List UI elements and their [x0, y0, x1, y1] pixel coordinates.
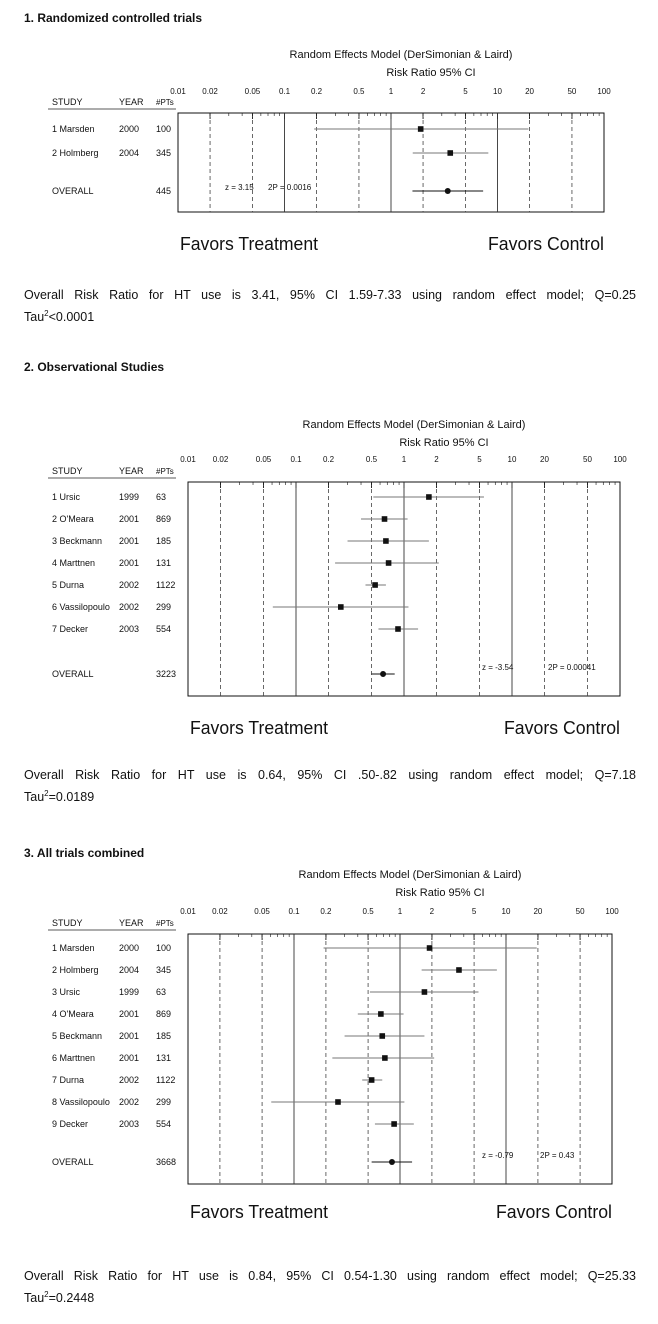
tick-label: 2 — [429, 907, 435, 916]
study-label: 1 Ursic — [52, 492, 81, 502]
study-label: 3 Beckmann — [52, 536, 103, 546]
study-label: 1 Marsden — [52, 124, 95, 134]
summary-3-line1: Overall Risk Ratio for HT use is 0.84, 95% CI 0.54-1.30 using random effect model; Q=25.33 — [24, 1269, 636, 1283]
chart-subtitle: Risk Ratio 95% CI — [395, 887, 485, 899]
favors-control-label: Favors Control — [496, 1202, 612, 1222]
overall-n: 445 — [156, 186, 172, 196]
study-n: 63 — [156, 987, 167, 997]
study-label: 3 Ursic — [52, 987, 81, 997]
tick-label: 1 — [401, 455, 407, 464]
tick-label: 1 — [397, 907, 403, 916]
tick-label: 0.05 — [244, 87, 261, 96]
study-n: 299 — [156, 1097, 172, 1107]
study-n: 131 — [156, 558, 172, 568]
tick-label: 0.5 — [365, 455, 378, 464]
study-year: 1999 — [119, 492, 140, 502]
tick-label: 0.2 — [322, 455, 335, 464]
study-n: 1122 — [156, 580, 176, 590]
overall-point — [445, 188, 451, 194]
tick-label: 0.02 — [212, 455, 229, 464]
tau-sup: 2 — [44, 1290, 49, 1299]
forest-plot-2 — [0, 410, 658, 750]
stat-z: z = -0.79 — [482, 1151, 514, 1160]
study-year: 2000 — [119, 943, 140, 953]
column-header-study: STUDY — [52, 918, 83, 928]
study-year: 1999 — [119, 987, 140, 997]
tau-label: Tau — [24, 1291, 45, 1305]
tau-sup: 2 — [44, 309, 49, 318]
summary-3 — [24, 1265, 636, 1309]
forest-plot-3 — [0, 862, 658, 1242]
tick-label: 0.02 — [212, 907, 228, 916]
study-label: 4 O'Meara — [52, 1009, 94, 1019]
study-point — [418, 126, 424, 132]
study-label: 2 Holmberg — [52, 965, 99, 975]
tick-label: 20 — [525, 87, 535, 96]
study-label: 4 Marttnen — [52, 558, 96, 568]
study-year: 2002 — [119, 580, 140, 590]
stat-p: 2P = 0.43 — [540, 1151, 575, 1160]
study-label: 7 Decker — [52, 624, 89, 634]
study-n: 299 — [156, 602, 172, 612]
study-label: 1 Marsden — [52, 943, 95, 953]
study-year: 2001 — [119, 536, 140, 546]
study-point — [338, 604, 344, 610]
study-n: 100 — [156, 943, 172, 953]
chart-subtitle: Risk Ratio 95% CI — [386, 67, 476, 79]
study-n: 554 — [156, 1119, 172, 1129]
study-label: 5 Beckmann — [52, 1031, 103, 1041]
study-year: 2001 — [119, 1053, 140, 1063]
study-n: 131 — [156, 1053, 172, 1063]
column-header-study: STUDY — [52, 97, 83, 107]
stat-p: 2P = 0.0016 — [268, 183, 312, 192]
study-n: 63 — [156, 492, 167, 502]
study-year: 2003 — [119, 624, 140, 634]
section-heading-2: 2. Observational Studies — [24, 360, 165, 374]
column-header-n: #PTs — [156, 467, 174, 476]
study-point — [386, 560, 392, 566]
overall-point — [389, 1159, 395, 1165]
column-header-study: STUDY — [52, 466, 83, 476]
tick-label: 20 — [540, 455, 549, 464]
tick-label: 10 — [493, 87, 502, 96]
study-year: 2004 — [119, 148, 140, 158]
study-point — [391, 1121, 397, 1127]
tau-sup: 2 — [44, 789, 49, 798]
study-year: 2001 — [119, 558, 140, 568]
study-label: 6 Marttnen — [52, 1053, 96, 1063]
study-point — [426, 494, 432, 500]
overall-label: OVERALL — [52, 669, 94, 679]
study-point — [378, 1011, 384, 1017]
study-point — [447, 150, 453, 156]
study-label: 6 Vassilopoulo — [52, 602, 110, 612]
forest-plot-1 — [0, 40, 658, 270]
tick-label: 5 — [477, 455, 482, 464]
chart-title: Random Effects Model (DerSimonian & Laird) — [302, 419, 526, 431]
overall-label: OVERALL — [52, 186, 94, 196]
summary-1 — [24, 284, 636, 328]
overall-n: 3668 — [156, 1157, 177, 1167]
tick-label: 5 — [471, 907, 477, 916]
tick-label: 2 — [420, 87, 426, 96]
study-n: 554 — [156, 624, 172, 634]
study-point — [382, 516, 388, 522]
study-year: 2002 — [119, 1097, 140, 1107]
summary-1-line1: Overall Risk Ratio for HT use is 3.41, 95% CI 1.59-7.33 using random effect model; Q=0.25 — [24, 288, 636, 302]
overall-label: OVERALL — [52, 1157, 94, 1167]
tick-label: 50 — [583, 455, 592, 464]
summary-2-tau — [24, 786, 636, 808]
summary-2 — [24, 764, 636, 808]
study-point — [456, 967, 462, 973]
tick-label: 0.02 — [202, 87, 218, 96]
study-year: 2003 — [119, 1119, 140, 1129]
study-label: 2 Holmberg — [52, 148, 99, 158]
tick-label: 0.1 — [290, 455, 302, 464]
study-label: 5 Durna — [52, 580, 85, 590]
tick-label: 0.1 — [288, 907, 300, 916]
study-year: 2002 — [119, 602, 140, 612]
study-year: 2004 — [119, 965, 140, 975]
stat-z: z = -3.54 — [482, 663, 514, 672]
tick-label: 5 — [463, 87, 468, 96]
study-label: 8 Vassilopoulo — [52, 1097, 110, 1107]
tau-value: =0.2448 — [48, 1291, 95, 1305]
tick-label: 10 — [507, 455, 517, 464]
study-n: 185 — [156, 1031, 172, 1041]
overall-point — [380, 671, 386, 677]
summary-3-tau — [24, 1287, 636, 1309]
study-n: 345 — [156, 148, 172, 158]
favors-treatment-label: Favors Treatment — [190, 1202, 328, 1222]
section-heading-3: 3. All trials combined — [24, 846, 145, 860]
tick-label: 0.2 — [320, 907, 332, 916]
study-point — [379, 1033, 385, 1039]
study-label: 7 Durna — [52, 1075, 85, 1085]
tick-label: 20 — [533, 907, 543, 916]
tick-label: 2 — [434, 455, 439, 464]
study-point — [383, 538, 389, 544]
tick-label: 1 — [388, 87, 394, 96]
tick-label: 100 — [605, 907, 619, 916]
summary-2-line1: Overall Risk Ratio for HT use is 0.64, 95% CI .50-.82 using random effect model; Q=7.18 — [24, 768, 636, 782]
study-label: 9 Decker — [52, 1119, 89, 1129]
column-header-year: YEAR — [119, 918, 144, 928]
tau-label: Tau — [24, 310, 45, 324]
favors-treatment-label: Favors Treatment — [190, 718, 328, 738]
tick-label: 0.5 — [353, 87, 365, 96]
study-point — [427, 945, 433, 951]
tick-label: 0.01 — [180, 455, 196, 464]
tick-label: 0.05 — [255, 455, 272, 464]
tau-label: Tau — [24, 790, 45, 804]
favors-control-label: Favors Control — [488, 234, 604, 254]
study-point — [395, 626, 401, 632]
study-year: 2002 — [119, 1075, 140, 1085]
column-header-year: YEAR — [119, 466, 144, 476]
study-point — [372, 582, 378, 588]
tau-value: =0.0189 — [48, 790, 95, 804]
column-header-n: #PTs — [156, 98, 174, 107]
chart-subtitle: Risk Ratio 95% CI — [399, 437, 489, 449]
study-n: 345 — [156, 965, 172, 975]
overall-n: 3223 — [156, 669, 177, 679]
tick-label: 100 — [597, 87, 611, 96]
study-year: 2001 — [119, 1009, 140, 1019]
study-point — [422, 989, 428, 995]
tick-label: 50 — [575, 907, 585, 916]
study-n: 1122 — [156, 1075, 176, 1085]
tick-label: 0.01 — [180, 907, 196, 916]
study-year: 2001 — [119, 1031, 140, 1041]
tick-label: 0.05 — [254, 907, 270, 916]
study-point — [335, 1099, 341, 1105]
stat-z: z = 3.15 — [225, 183, 254, 192]
section-heading-1: 1. Randomized controlled trials — [24, 11, 203, 25]
favors-treatment-label: Favors Treatment — [180, 234, 318, 254]
tick-label: 10 — [501, 907, 511, 916]
chart-title: Random Effects Model (DerSimonian & Laird) — [298, 869, 522, 881]
study-point — [382, 1055, 388, 1061]
tau-value: <0.0001 — [48, 310, 95, 324]
tick-label: 100 — [613, 455, 627, 464]
study-point — [369, 1077, 375, 1083]
tick-label: 50 — [567, 87, 577, 96]
study-year: 2001 — [119, 514, 140, 524]
tick-label: 0.01 — [170, 87, 186, 96]
study-label: 2 O'Meara — [52, 514, 94, 524]
study-n: 869 — [156, 514, 172, 524]
tick-label: 0.1 — [278, 87, 291, 96]
study-n: 100 — [156, 124, 172, 134]
favors-control-label: Favors Control — [504, 718, 620, 738]
chart-title: Random Effects Model (DerSimonian & Laird) — [289, 49, 513, 61]
summary-1-tau — [24, 306, 636, 328]
study-year: 2000 — [119, 124, 140, 134]
column-header-year: YEAR — [119, 97, 144, 107]
column-header-n: #PTs — [156, 919, 174, 928]
stat-p: 2P = 0.00041 — [548, 663, 596, 672]
tick-label: 0.5 — [362, 907, 374, 916]
tick-label: 0.2 — [310, 87, 323, 96]
study-n: 869 — [156, 1009, 172, 1019]
study-n: 185 — [156, 536, 172, 546]
